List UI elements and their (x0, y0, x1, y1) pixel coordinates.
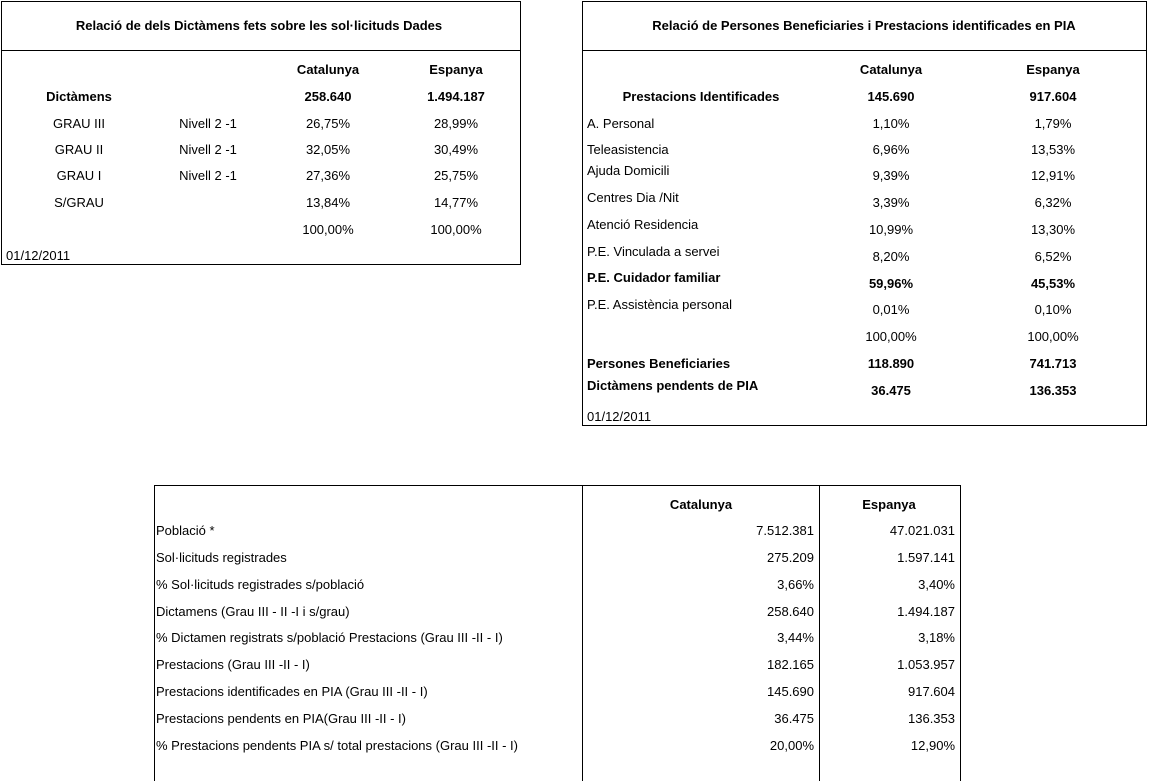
beneficiaries-catalunya: 118.890 (867, 356, 915, 371)
dictamens-row-nivell: Nivell 2 -1 (179, 116, 237, 131)
dictamens-row-grau: GRAU III (52, 116, 106, 131)
prestacio-label: P.E. Cuidador familiar (587, 270, 721, 285)
summary-row-catalunya: 275.209 (767, 550, 814, 565)
dictamens-row-espanya: 30,49% (433, 142, 479, 157)
summary-row-catalunya: 7.512.381 (756, 523, 814, 538)
summary-col-catalunya: Catalunya (669, 497, 733, 512)
dictamens-title-divider (1, 50, 521, 51)
dictamens-row-catalunya: 13,84% (305, 195, 351, 210)
prestacio-label: A. Personal (587, 116, 655, 131)
dictamens-total-label: Dictàmens (46, 89, 112, 104)
summary-row-espanya: 3,40% (918, 577, 955, 592)
summary-row-espanya: 917.604 (908, 684, 955, 699)
summary-row-espanya: 3,18% (918, 630, 955, 645)
summary-row-espanya: 136.353 (908, 711, 955, 726)
summary-row-label: Prestacions pendents en PIA(Grau III -II - I) (156, 711, 406, 726)
summary-row-espanya: 1.053.957 (897, 657, 955, 672)
dictamens-row-catalunya: 26,75% (305, 116, 351, 131)
summary-right-border (960, 485, 961, 781)
dictamens-row-catalunya: 27,36% (305, 168, 351, 183)
prestacio-espanya: 13,30% (1030, 222, 1076, 237)
summary-col-divider-2 (819, 485, 820, 781)
summary-row-catalunya: 182.165 (767, 657, 814, 672)
prestacio-espanya: 1,79% (1034, 116, 1072, 131)
summary-left-border (154, 485, 155, 781)
dictamens-row-nivell: Nivell 2 -1 (179, 142, 237, 157)
summary-row-catalunya: 258.640 (767, 604, 814, 619)
prestacions-total-label: Prestacions Identificades (622, 89, 780, 104)
pendents-catalunya: 36.475 (871, 383, 911, 398)
prestacions-sum-espanya: 100,00% (1027, 329, 1079, 344)
summary-row-espanya: 1.494.187 (897, 604, 955, 619)
summary-row-label: Dictamens (Grau III - II -I i s/grau) (156, 604, 350, 619)
dictamens-col-espanya: Espanya (429, 62, 483, 77)
dictamens-row-espanya: 14,77% (433, 195, 479, 210)
prestacio-label: Teleasistencia (587, 142, 669, 157)
prestacio-espanya: 12,91% (1030, 168, 1076, 183)
beneficiaries-label: Persones Beneficiaries (587, 356, 731, 371)
prestacions-date: 01/12/2011 (587, 409, 652, 424)
prestacions-col-catalunya: Catalunya (859, 62, 923, 77)
summary-row-label: % Dictamen registrats s/població Prestacions (Grau III -II - I) (156, 630, 503, 645)
prestacio-catalunya: 9,39% (872, 168, 910, 183)
summary-row-label: % Sol·licituds registrades s/població (156, 577, 365, 592)
beneficiaries-espanya: 741.713 (1029, 356, 1077, 371)
prestacio-catalunya: 3,39% (872, 195, 910, 210)
prestacio-label: Ajuda Domicili (587, 163, 670, 178)
prestacions-col-espanya: Espanya (1026, 62, 1080, 77)
prestacio-espanya: 13,53% (1030, 142, 1076, 157)
summary-row-catalunya: 3,66% (777, 577, 814, 592)
prestacions-total-espanya: 917.604 (1029, 89, 1077, 104)
prestacio-label: Atenció Residencia (587, 217, 699, 232)
summary-row-label: % Prestacions pendents PIA s/ total prestacions (Grau III -II - I) (156, 738, 518, 753)
pendents-espanya: 136.353 (1029, 383, 1077, 398)
prestacio-espanya: 0,10% (1034, 302, 1072, 317)
prestacio-catalunya: 59,96% (868, 276, 914, 291)
summary-row-catalunya: 20,00% (769, 738, 814, 753)
prestacions-sum-catalunya: 100,00% (865, 329, 917, 344)
summary-row-espanya: 1.597.141 (897, 550, 955, 565)
prestacions-total-catalunya: 145.690 (867, 89, 915, 104)
pendents-label: Dictàmens pendents de PIA (587, 378, 759, 393)
dictamens-col-catalunya: Catalunya (296, 62, 360, 77)
summary-col-divider-1 (582, 485, 583, 781)
prestacio-espanya: 45,53% (1030, 276, 1076, 291)
dictamens-row-espanya: 25,75% (433, 168, 479, 183)
summary-row-label: Sol·licituds registrades (156, 550, 287, 565)
prestacio-espanya: 6,52% (1034, 249, 1072, 264)
prestacio-catalunya: 0,01% (872, 302, 910, 317)
prestacio-catalunya: 10,99% (868, 222, 914, 237)
summary-row-catalunya: 3,44% (777, 630, 814, 645)
dictamens-total-catalunya: 258.640 (304, 89, 352, 104)
summary-row-label: Prestacions (Grau III -II - I) (156, 657, 310, 672)
prestacions-title-divider (582, 50, 1147, 51)
summary-top-border (154, 485, 961, 486)
dictamens-row-espanya: 28,99% (433, 116, 479, 131)
prestacio-label: Centres Dia /Nit (587, 190, 679, 205)
summary-row-catalunya: 36.475 (774, 711, 814, 726)
prestacio-catalunya: 8,20% (872, 249, 910, 264)
prestacio-label: P.E. Assistència personal (587, 297, 733, 312)
prestacio-label: P.E. Vinculada a servei (587, 244, 720, 259)
summary-row-catalunya: 145.690 (767, 684, 814, 699)
summary-row-espanya: 12,90% (910, 738, 955, 753)
prestacio-catalunya: 6,96% (872, 142, 910, 157)
dictamens-title: Relació de dels Dictàmens fets sobre les sol·licituds Dades (75, 18, 443, 33)
summary-row-label: Població * (156, 523, 215, 538)
prestacions-title: Relació de Persones Beneficiaries i Prestacions identificades en PIA (652, 18, 1076, 33)
prestacio-catalunya: 1,10% (872, 116, 910, 131)
summary-col-espanya: Espanya (862, 497, 916, 512)
summary-row-label: Prestacions identificades en PIA (Grau III -II - I) (156, 684, 428, 699)
dictamens-row-grau: GRAU II (54, 142, 104, 157)
dictamens-row-grau: GRAU I (56, 168, 102, 183)
dictamens-row-catalunya: 32,05% (305, 142, 351, 157)
dictamens-row-grau: S/GRAU (54, 195, 104, 210)
dictamens-row-nivell: Nivell 2 -1 (179, 168, 237, 183)
dictamens-date: 01/12/2011 (6, 248, 71, 263)
dictamens-total-espanya: 1.494.187 (427, 89, 485, 104)
prestacio-espanya: 6,32% (1034, 195, 1072, 210)
summary-row-espanya: 47.021.031 (889, 523, 955, 538)
dictamens-sum-catalunya: 100,00% (302, 222, 354, 237)
dictamens-sum-espanya: 100,00% (430, 222, 482, 237)
